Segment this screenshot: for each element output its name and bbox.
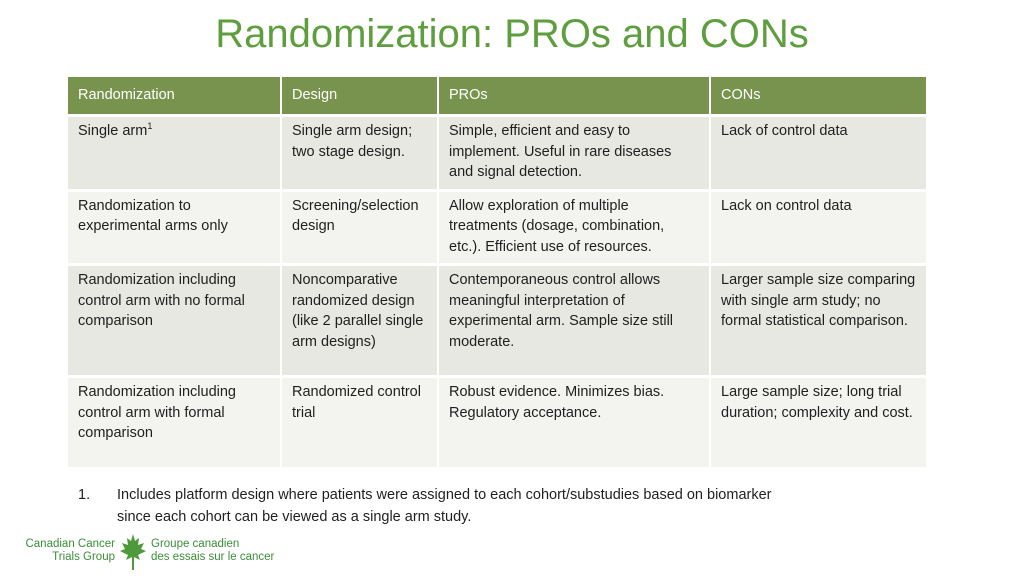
maple-leaf-icon (118, 532, 148, 572)
footnote-marker: 1 (147, 121, 153, 132)
cell-design: Randomized control trial (282, 378, 439, 470)
footnote (78, 484, 778, 528)
logo-english-text (25, 538, 115, 564)
footnote-text: Includes platform design where patients were assigned to each cohort/substudies based on biomarker since each cohort can be viewed as a single arm study. (117, 487, 772, 525)
logo-en-line2: Trials Group (52, 551, 115, 563)
cell-design: Noncomparative randomized design (like 2 parallel single arm designs) (282, 266, 439, 378)
header-cons: CONs (711, 77, 926, 117)
slide-title: Randomization: PROs and CONs (215, 12, 809, 56)
cell-pros: Simple, efficient and easy to implement. Useful in rare diseases and signal detection. (439, 117, 711, 192)
cell-pros: Allow exploration of multiple treatments (dosage, combination, etc.). Efficient use of resources. (439, 192, 711, 267)
cell-pros: Contemporaneous control allows meaningful interpretation of experimental arm. Sample size still moderate. (439, 266, 711, 378)
table-header-row (68, 77, 926, 117)
cell-pros: Robust evidence. Minimizes bias. Regulatory acceptance. (439, 378, 711, 470)
logo-french-text (151, 538, 281, 564)
cell-cons: Lack on control data (711, 192, 926, 267)
header-randomization: Randomization (68, 77, 282, 117)
table-row (68, 192, 926, 267)
cell-cons: Lack of control data (711, 117, 926, 192)
header-design: Design (282, 77, 439, 117)
header-pros: PROs (439, 77, 711, 117)
comparison-table (68, 77, 926, 470)
cell-randomization: Randomization to experimental arms only (68, 192, 282, 267)
logo-fr-line2: des essais sur le cancer (151, 551, 275, 563)
cell-randomization (68, 117, 282, 192)
logo-fr-line1: Groupe canadien (151, 538, 240, 550)
cell-cons: Larger sample size comparing with single arm study; no formal statistical comparison. (711, 266, 926, 378)
footnote-number: 1. (78, 487, 91, 503)
cell-randomization-text: Single arm (78, 123, 148, 139)
table-row (68, 117, 926, 192)
cell-design: Screening/selection design (282, 192, 439, 267)
table-row (68, 266, 926, 378)
cctg-logo (25, 532, 275, 572)
cell-design: Single arm design; two stage design. (282, 117, 439, 192)
cell-randomization: Randomization including control arm with formal comparison (68, 378, 282, 470)
logo-en-line1: Canadian Cancer (25, 538, 115, 550)
cell-randomization: Randomization including control arm with no formal comparison (68, 266, 282, 378)
table-row (68, 378, 926, 470)
cell-cons: Large sample size; long trial duration; complexity and cost. (711, 378, 926, 470)
